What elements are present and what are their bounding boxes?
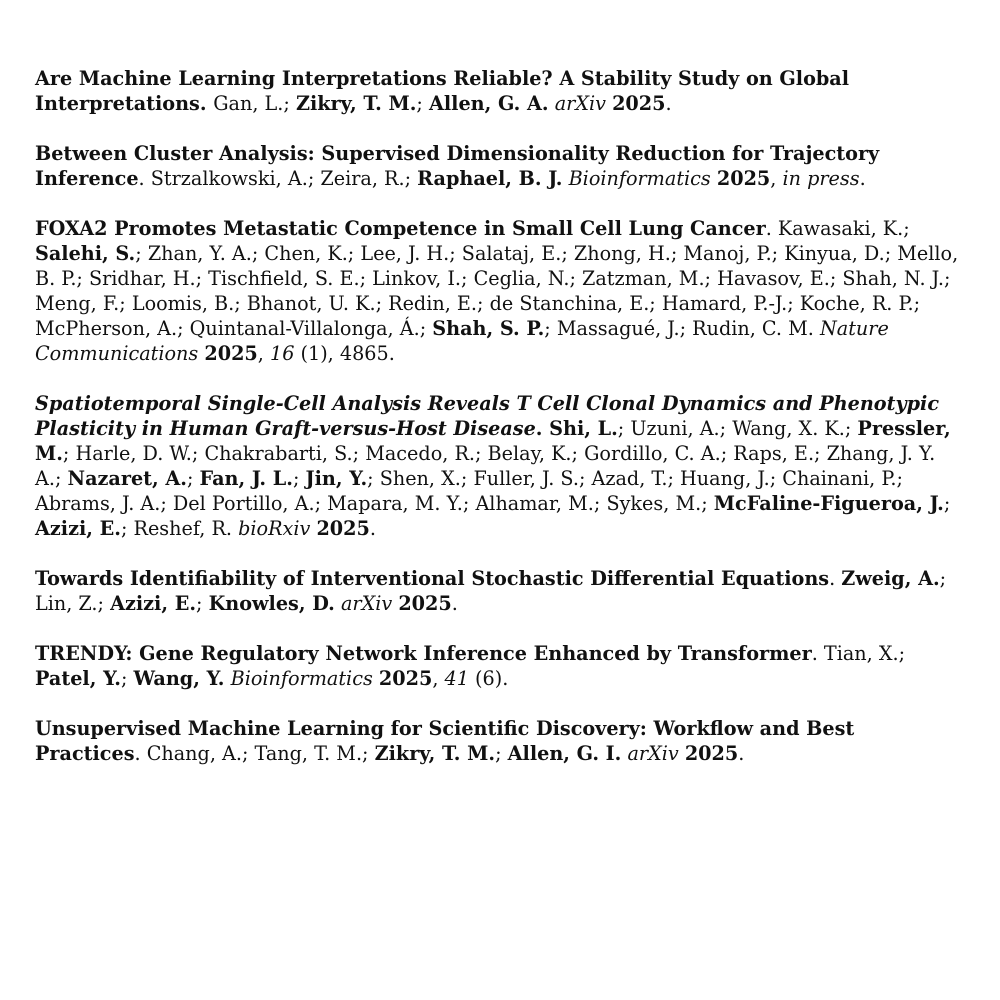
reference-bold-text: 2025	[378, 667, 433, 690]
reference-bold-text: 2025	[316, 517, 370, 540]
reference-italic-text: arXiv	[554, 92, 606, 115]
reference-italic-text: Bioinformatics	[230, 667, 373, 690]
reference-bold-text: 2025	[398, 592, 452, 615]
reference-bold-text: Between Cluster Analysis: Supervised Dimensionality Reduction for Trajectory Inference	[35, 142, 880, 190]
reference-bold-text: Knowles, D.	[208, 592, 335, 615]
reference-bold-text: Allen, G. A.	[428, 92, 549, 115]
reference-item	[35, 216, 965, 366]
reference-text: ;	[943, 492, 951, 515]
reference-bold-text: TRENDY: Gene Regulatory Network Inference Enhanced by Transformer	[35, 642, 812, 665]
reference-italic-text: arXiv	[627, 742, 679, 765]
reference-bold-text: Zikry, T. M.	[374, 742, 496, 765]
reference-text: (6).	[468, 667, 509, 690]
reference-bold-text: 2025	[684, 742, 739, 765]
reference-bold-text: Unsupervised Machine Learning for Scientific Discovery: Workflow and Best Practices	[35, 717, 855, 765]
reference-text: ;	[186, 467, 200, 490]
reference-bold-text: Allen, G. I.	[507, 742, 622, 765]
reference-bold-text: 2025	[612, 92, 666, 115]
reference-text: ; Shen, X.; Fuller, J. S.; Azad, T.; Huang, J.; Chainani, P.; Abrams, J. A.; Del Portillo, A.; Mapara, M. Y.; Alhamar, M.; Sykes, M.;	[35, 467, 903, 515]
reference-italic-text: Nature Communications	[35, 317, 889, 365]
reference-text: Gan, L.;	[213, 92, 296, 115]
reference-bold-text: Nazaret, A.	[67, 467, 187, 490]
reference-text: . Chang, A.; Tang, T. M.;	[134, 742, 375, 765]
reference-text: .	[829, 567, 842, 590]
reference-bold-text: 2025	[204, 342, 258, 365]
reference-bold-text: Spatiotemporal Single-Cell Analysis Reveals T Cell Clonal Dynamics and Phenotypic Plasticity in Human Graft-versus-Host Disease	[35, 392, 940, 440]
reference-text: .	[738, 742, 745, 765]
reference-bold-text: FOXA2 Promotes Metastatic Competence in Small Cell Lung Cancer	[35, 217, 766, 240]
reference-bold-text: Shi, L.	[549, 417, 618, 440]
reference-bold-text: Patel, Y.	[35, 667, 121, 690]
reference-bold-text: McFaline-Figueroa, J.	[713, 492, 944, 515]
reference-text: (1), 4865.	[294, 342, 395, 365]
reference-italic-text: arXiv	[340, 592, 393, 615]
reference-bold-text: Fan, J. L.	[199, 467, 293, 490]
reference-item	[35, 391, 965, 541]
reference-text: ,	[770, 167, 783, 190]
reference-bold-text: .	[199, 92, 214, 115]
reference-bold-text: 2025	[716, 167, 771, 190]
reference-bold-text: Salehi, S.	[35, 242, 136, 265]
reference-list	[35, 66, 965, 791]
reference-text: ;	[495, 742, 508, 765]
reference-text: ;	[292, 467, 306, 490]
reference-bold-text: Zweig, A.	[841, 567, 940, 590]
reference-bold-text: Towards Identifiability of Interventional Stochastic Differential Equations	[35, 567, 830, 590]
reference-italic-text: bioRxiv	[238, 517, 311, 540]
reference-text: . Kawasaki, K.;	[765, 217, 910, 240]
reference-italic-text: Bioinformatics	[568, 167, 711, 190]
reference-text: .	[451, 592, 458, 615]
reference-item	[35, 641, 965, 691]
reference-text: .	[859, 167, 866, 190]
reference-item	[35, 141, 965, 191]
reference-text: .	[665, 92, 672, 115]
reference-text: ;	[196, 592, 209, 615]
reference-text: ;	[120, 667, 134, 690]
reference-bold-text: Zikry, T. M.	[295, 92, 417, 115]
reference-text: ,	[257, 342, 270, 365]
reference-bold-text: Shah, S. P.	[432, 317, 545, 340]
reference-text: . Tian, X.;	[811, 642, 906, 665]
reference-item	[35, 566, 965, 616]
reference-text: ; Massagué, J.; Rudin, C. M.	[544, 317, 820, 340]
reference-text: .	[369, 517, 376, 540]
reference-item	[35, 66, 965, 116]
reference-italic-text: 16	[269, 342, 295, 365]
reference-text: ;	[416, 92, 429, 115]
reference-text: ; Reshef, R.	[120, 517, 239, 540]
reference-bold-text: Raphael, B. J.	[417, 167, 563, 190]
reference-bold-text: Wang, Y.	[133, 667, 225, 690]
reference-italic-text: in press	[782, 167, 860, 190]
reference-bold-text: Azizi, E.	[110, 592, 197, 615]
reference-text: ,	[432, 667, 445, 690]
reference-bold-text: .	[535, 417, 550, 440]
reference-item	[35, 716, 965, 766]
reference-bold-text: Are Machine Learning Interpretations Reliable? A Stability Study on Global Interpretations	[35, 67, 850, 115]
reference-text: . Strzalkowski, A.; Zeira, R.;	[138, 167, 418, 190]
reference-text: ; Zhan, Y. A.; Chen, K.; Lee, J. H.; Salataj, E.; Zhong, H.; Manoj, P.; Kinyua, D.; Mello, B. P.; Sridhar, H.; Tischfield, S. E.; Linkov, I.; Ceglia, N.; Zatzman, M.; Havasov, E.; Shah, N. J.; Meng, F.; Loomis, B.; Bhanot, U. K.; Redin, E.; de Stanchina, E.; Hamard, P.-J.; Koche, R. P.; McPherson, A.; Quintanal-Villalonga, Á.;	[35, 242, 959, 340]
reference-bold-text: Azizi, E.	[35, 517, 121, 540]
reference-text: ; Uzuni, A.; Wang, X. K.;	[617, 417, 858, 440]
reference-italic-text: 41	[444, 667, 469, 690]
reference-text: ; Harle, D. W.; Chakrabarti, S.; Macedo, R.; Belay, K.; Gordillo, C. A.; Raps, E.; Zhang, J. Y. A.;	[35, 442, 936, 490]
reference-bold-text: Jin, Y.	[305, 467, 368, 490]
reference-bold-text: Pressler, M.	[35, 417, 951, 465]
reference-text: ; Lin, Z.;	[35, 567, 947, 615]
